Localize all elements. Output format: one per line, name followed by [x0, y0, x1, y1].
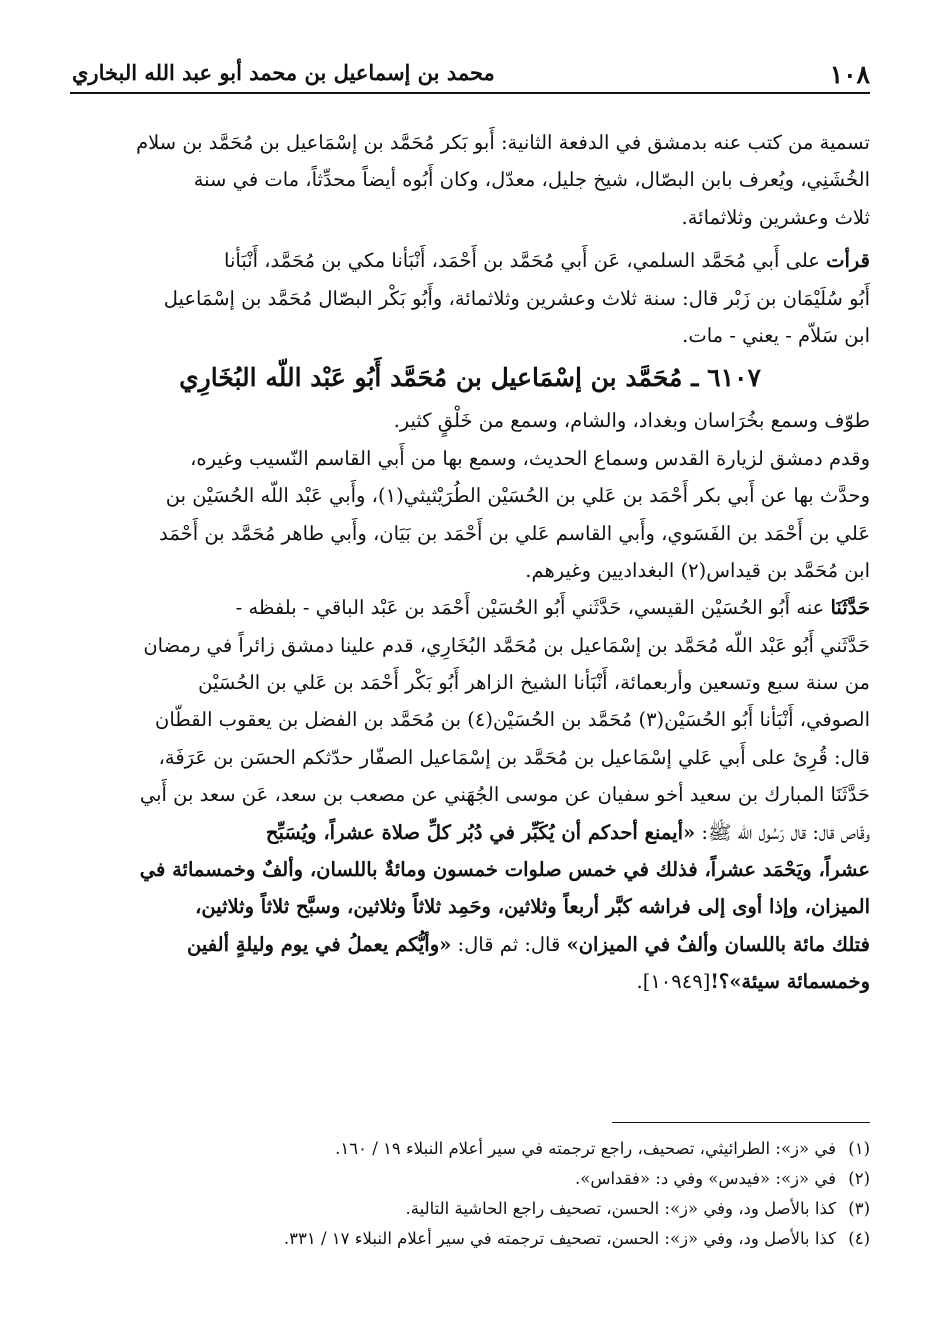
footnote-text: كذا بالأصل ود، وفي «ز»: الحسن، تصحيف راجع الحاشية التالية. — [405, 1199, 836, 1218]
footnote-number: (٢) — [848, 1169, 870, 1188]
text-line: ثلاث وعشرين وثلاثمائة. — [681, 205, 870, 229]
text-line: الصوفي، أَنْبَأنا أَبُو الحُسَيْن(٣) مُحَمَّد بن الحُسَيْن(٤) بن مُحَمَّد بن الفضل بن يعقوب القطّان — [155, 708, 870, 732]
text-line: من سنة سبع وتسعين وأربعمائة، أَنْبَأنا الشيخ الزاهر أَبُو بَكْر أَحْمَد بن عَلي بن الحُسَيْن — [198, 671, 870, 695]
text-line — [70, 963, 870, 1000]
footnote-separator — [612, 1122, 870, 1123]
text-line — [70, 242, 870, 279]
text-line: أَبُو سُلَيْمَان بن زَبْر قال: سنة ثلاث وعشرين وثلاثمائة، وأَبُو بَكْر البصّال مُحَمَّد بن إسْمَاعيل — [163, 286, 870, 310]
footnote-number: (٣) — [848, 1199, 870, 1218]
text-line: حَدَّثَني أَبُو عَبْد اللّه مُحَمَّد بن إسْمَاعيل بن مُحَمَّد البُخَارِي، قدم علينا دمشق زائراً في رمضان — [143, 633, 870, 657]
text-line: عَلي بن أَحْمَد بن الفَسَوي، وأَبي القاسم عَلي بن أَحْمَد بن بَيَان، وأَبي طاهر مُحَمَّد بن أَحْمَد — [159, 521, 870, 545]
hadith-text: «أيمنع أحدكم أن يُكَبِّر في دُبُر كلِّ صلاة عشراً، ويُسَبِّح — [265, 820, 696, 844]
entry-title: ٦١٠٧ ـ مُحَمَّد بن إسْمَاعيل بن مُحَمَّد أَبُو عَبْد اللّه البُخَارِي — [179, 363, 761, 393]
paragraph-5 — [70, 589, 870, 1000]
footnote-item — [70, 1164, 870, 1194]
page-header — [70, 52, 870, 94]
text-line: ابن سَلاّم - يعني - مات. — [682, 323, 870, 347]
lead-word: حَدَّثَنَا — [830, 596, 870, 620]
footnote-text: كذا بالأصل ود، وفي «ز»: الحسن، تصحيف ترجمته في سير أعلام النبلاء ١٧ / ٣٣١. — [283, 1229, 836, 1248]
text-line: تسمية من كتب عنه بدمشق في الدفعة الثانية: أَبو بَكر مُحَمَّد بن إسْمَاعيل بن مُحَمَّد بن سلام — [136, 131, 870, 154]
text-run: وقّاص قال: قال رَسُول اللّه ﷺ: — [701, 820, 870, 844]
paragraph-1 — [70, 124, 870, 236]
paragraph-3 — [70, 402, 870, 439]
footnote-item — [70, 1134, 870, 1164]
footnote-item — [70, 1194, 870, 1224]
footnote-number: (٤) — [848, 1229, 870, 1248]
hadith-text: فتلك مائة باللسان وألفٌ في الميزان» — [566, 932, 870, 956]
hadith-line: الميزان، وإذا أوى إلى فراشه كبَّر أربعاً وثلاثين، وحَمِد ثلاثاً وثلاثين، وسبَّح ثلاثاً وثلاثين، — [195, 895, 870, 919]
text-line — [70, 589, 870, 626]
footnote-number: (١) — [848, 1139, 870, 1158]
text-line: وقدم دمشق لزيارة القدس وسماع الحديث، وسمع بها من أَبي القاسم النّسيب وغيره، — [190, 446, 870, 470]
footnote-item — [70, 1224, 870, 1254]
paragraph-4 — [70, 440, 870, 590]
text-run: عنه أَبُو الحُسَيْن القيسي، حَدَّثَني أَبُو الحُسَيْن أَحْمَد بن عَبْد الباقي - بلفظه - — [235, 596, 825, 620]
text-line: قال: قُرِئ على أَبي عَلي إسْمَاعيل بن مُحَمَّد بن إسْمَاعيل الصفّار حدّثكم الحسَن بن عَرَفَة، — [158, 745, 870, 769]
text-line: حَدَّثَنَا المبارك بن سعيد أخو سفيان عن موسى الجُهَني عن مصعب بن سعد، عَن سعد بن أَبي — [139, 783, 870, 807]
text-run: على أَبي مُحَمَّد السلمي، عَن أَبي مُحَمَّد بن أَحْمَد، أَنْبَأنا مكي بن مُحَمَّد، أَنْبَأنا — [224, 249, 820, 273]
text-line — [70, 814, 870, 851]
text-line: الخُشَنِي، ويُعرف بابن البصّال، شيخ جليل، معدّل، وكان أَبُوه أيضاً محدِّثاً، مات في سنة — [193, 168, 870, 192]
footnote-text: في «ز»: الطرائيثي، تصحيف، راجع ترجمته في سير أعلام النبلاء ١٩ / ١٦٠. — [335, 1139, 836, 1158]
page-number: ١٠٨ — [829, 60, 870, 89]
paragraph-2 — [70, 242, 870, 354]
footnote-text: في «ز»: «فيدس» وفي د: «فقداس». — [574, 1169, 836, 1188]
book-page — [70, 0, 870, 1339]
text-line — [70, 926, 870, 963]
text-line: وحدَّث بها عن أَبي بكر أَحْمَد بن عَلي بن الحُسَيْن الطُرَيْثيثي(١)، وأَبي عَبْد اللّه الحُسَيْن بن — [165, 484, 870, 508]
hadith-reference: [١٠٩٤٩]. — [636, 970, 711, 994]
hadith-text: وخمسمائة سيئة»؟! — [710, 970, 870, 994]
running-title: محمد بن إسماعيل بن محمد أبو عبد الله البخاري — [72, 60, 495, 85]
text-run: قال: ثم قال: — [457, 932, 561, 956]
hadith-text: «وأيُّكم يعملُ في يوم وليلةٍ ألفين — [187, 932, 452, 956]
hadith-line: عشراً، ويَحْمَد عشراً، فذلك في خمس صلوات خمسون ومائةٌ باللسان، وألفٌ وخمسمائة في — [139, 858, 870, 882]
lead-word: قرأت — [826, 249, 870, 273]
text-line: طوّف وسمع بخُرَاسان وبغداد، والشام، وسمع من خَلْقٍ كثير. — [393, 409, 870, 433]
text-line: ابن مُحَمَّد بن قيداس(٢) البغداديين وغيرهم. — [525, 558, 870, 582]
main-text — [70, 124, 870, 1001]
footnotes — [70, 1134, 870, 1254]
